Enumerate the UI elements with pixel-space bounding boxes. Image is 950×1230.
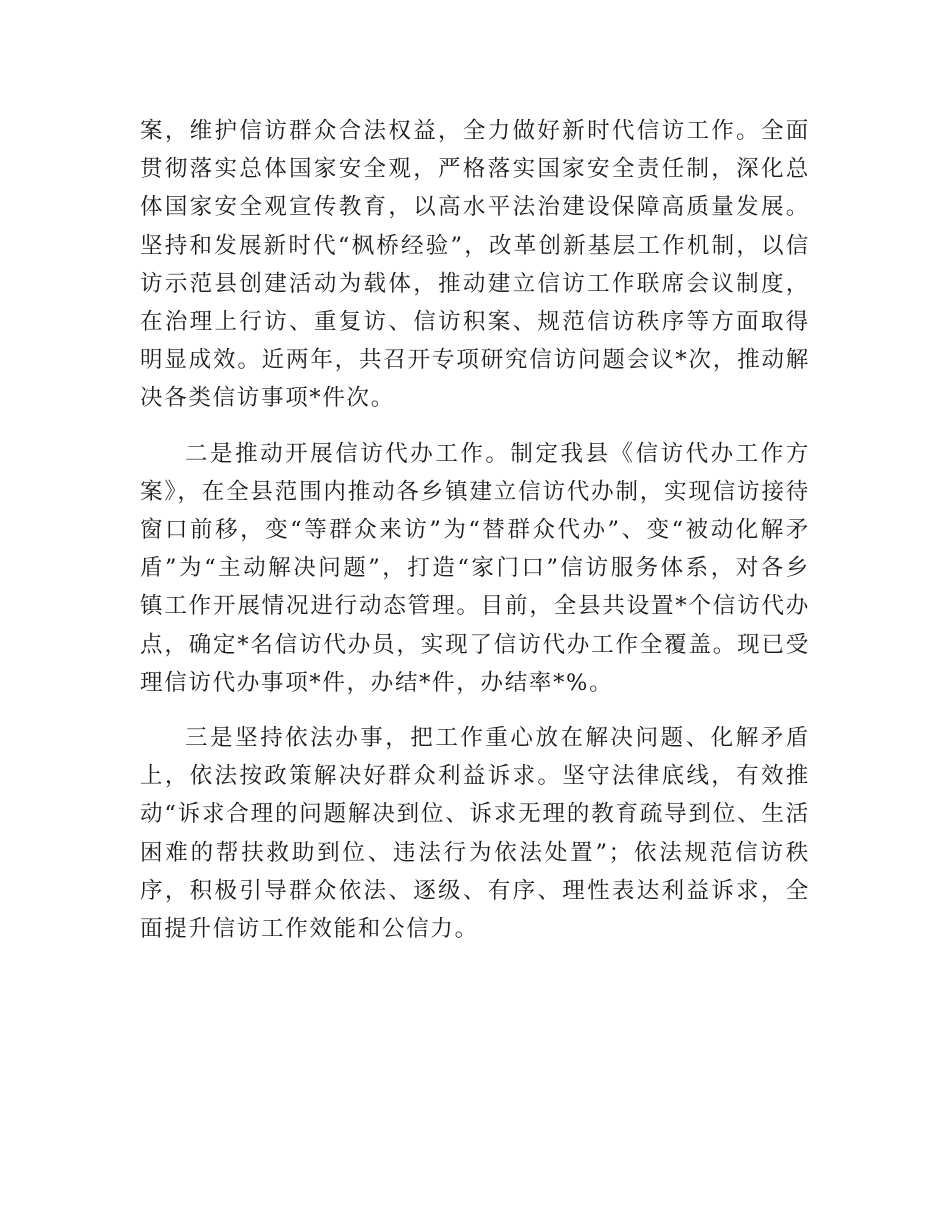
paragraph-continuation: 案，维护信访群众合法权益，全力做好新时代信访工作。全面贯彻落实总体国家安全观，严格落实国家安全责任制，深化总体国家安全观宣传教育，以高水平法治建设保障高质量发展。坚持和发展新时代“枫桥经验”，改革创新基层工作机制，以信访示范县创建活动为载体，推动建立信访工作联席会议制度，在治理上行访、重复访、信访积案、规范信访秩序等方面取得明显成效。近两年，共召开专项研究信访问题会议*次，推动解决各类信访事项*件次。 (140, 118, 810, 412)
paragraph-point-two: 二是推动开展信访代办工作。制定我县《信访代办工作方案》，在全县范围内推动各乡镇建立信访代办制，实现信访接待窗口前移，变“等群众来访”为“替群众代办”、变“被动化解矛盾”为“主动解决问题”，打造“家门口”信访服务体系，对各乡镇工作开展情况进行动态管理。目前，全县共设置*个信访代办点，确定*名信访代办员，实现了信访代办工作全覆盖。现已受理信访代办事项*件，办结*件，办结率*%。 (140, 440, 810, 696)
document-body (140, 112, 810, 948)
paragraph-point-three: 三是坚持依法办事，把工作重心放在解决问题、化解矛盾上，依法按政策解决好群众利益诉求。坚守法律底线，有效推动“诉求合理的问题解决到位、诉求无理的教育疏导到位、生活困难的帮扶救助到位、违法行为依法处置”；依法规范信访秩序，积极引导群众依法、逐级、有序、理性表达利益诉求，全面提升信访工作效能和公信力。 (140, 725, 810, 943)
